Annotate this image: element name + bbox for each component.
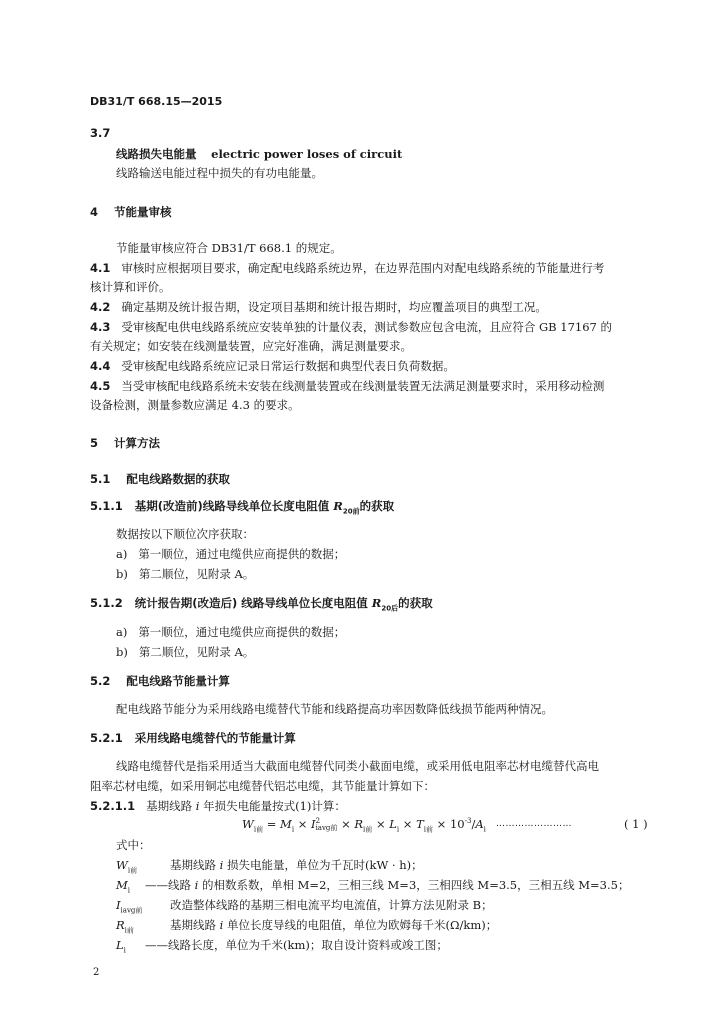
- list-text: 第二顺位，见附录 A。: [138, 567, 255, 581]
- list-marker: a): [116, 625, 128, 639]
- variable-description: [170, 918, 497, 932]
- formula-sub: i前: [423, 825, 434, 834]
- clause-4-2: [90, 300, 547, 314]
- section-number-3-7: 3.7: [90, 126, 111, 140]
- formula-i: I: [311, 817, 316, 831]
- list-text: 第二顺位，见附录 A。: [138, 645, 255, 659]
- clause-text: 受审核配电供电线路系统应安装单独的计量仪表，测试参数应包含电流，且应符合 GB 17167 的: [121, 320, 613, 334]
- equation-number: ( 1 ): [624, 817, 648, 831]
- var-symbol: M: [116, 878, 128, 892]
- section-title-5-1: 配电线路数据的获取: [126, 472, 230, 486]
- section-5-2-1-text-cont: 阻率芯材电缆，如采用铜芯电缆替代铝芯电缆，其节能量计算如下：: [90, 779, 435, 793]
- formula-op: ×: [294, 817, 312, 831]
- formula-sub: i: [396, 825, 400, 834]
- clause-text: 受审核配电线路系统应记录日常运行数据和典型代表日负荷数据。: [121, 359, 455, 373]
- formula-t: T: [416, 817, 424, 831]
- section-title-5: 计算方法: [114, 436, 161, 450]
- section-number-4: 4: [90, 205, 99, 219]
- var-desc: 线路长度，单位为千米(km)；取自设计资料或竣工图；: [168, 938, 448, 952]
- list-marker: b): [116, 645, 128, 659]
- section-title-4: 节能量审核: [114, 205, 172, 219]
- list-item: [116, 547, 345, 561]
- list-marker: a): [116, 547, 128, 561]
- section-number-5-2-1: 5.2.1: [90, 731, 123, 745]
- clause-text: 当受审核配电线路系统未安装在线测量装置或在线测量装置无法满足测量要求时，采用移动检测: [121, 379, 605, 393]
- clause-number: 5.2.1.1: [90, 799, 136, 813]
- formula-1: [242, 817, 486, 832]
- formula-sub: i: [483, 825, 486, 834]
- clause-number: 4.4: [90, 359, 111, 373]
- clause-4-1-cont: 核计算和评价。: [90, 280, 171, 294]
- var-subscript: i: [127, 886, 131, 895]
- section-4-intro: 节能量审核应符合 DB31/T 668.1 的规定。: [116, 241, 342, 255]
- var-desc: 的相数系数，单相 M=2，三相三线 M=3，三相四线 M=3.5，三相五线 M=3.5；: [198, 878, 630, 892]
- clause-number: 4.1: [90, 261, 111, 275]
- variable-i: i: [195, 799, 200, 813]
- formula-sub: iavg前: [315, 824, 338, 832]
- formula-op: ×: [399, 817, 417, 831]
- formula-sub: i前: [363, 825, 373, 834]
- section-title-5-2-1: 采用线路电缆替代的节能量计算: [134, 731, 296, 745]
- var-symbol: L: [116, 938, 124, 952]
- term-definition: 线路输送电能过程中损失的有功电能量。: [116, 166, 323, 180]
- formula-sub: i: [291, 825, 295, 834]
- var-desc: 线路: [168, 878, 195, 892]
- list-text: 第一顺位，通过电缆供应商提供的数据；: [138, 625, 346, 639]
- clause-4-4: [90, 359, 455, 373]
- heading-text: 基期(改造前)线路导线单位长度电阻值: [134, 499, 334, 513]
- formula-r: R: [354, 817, 364, 831]
- var-subscript: iavg前: [120, 906, 143, 915]
- document-id: DB31/T 668.15—2015: [90, 95, 223, 108]
- var-symbol: W: [116, 858, 128, 872]
- section-number-5-1-1: 5.1.1: [90, 499, 123, 513]
- section-number-5-2: 5.2: [90, 674, 111, 688]
- clause-text: 确定基期及统计报告期，设定项目基期和统计报告期时，均应覆盖项目的典型工况。: [121, 300, 547, 314]
- formula-w: W: [242, 817, 254, 831]
- variable-definition: [116, 918, 134, 935]
- section-5-1-1-heading: [90, 499, 395, 516]
- symbol-r: R: [371, 596, 382, 610]
- var-desc: 基期线路: [170, 918, 220, 932]
- var-desc-italic: i: [219, 918, 224, 932]
- section-number-5-1: 5.1: [90, 472, 111, 486]
- var-desc-italic: i: [194, 878, 199, 892]
- formula-l: L: [389, 817, 397, 831]
- clause-4-5-cont: 设备检测，测量参数应满足 4.3 的要求。: [90, 398, 300, 412]
- variable-definition: [116, 898, 143, 915]
- var-desc: 改造整体线路的基期三相电流平均电流值，计算方法见附录 B；: [170, 898, 493, 912]
- formula-leader-dots: ……………………: [496, 819, 572, 829]
- section-5-2-1-heading: [90, 731, 296, 745]
- heading-text: 的获取: [359, 499, 395, 513]
- where-label: 式中：: [116, 838, 151, 852]
- formula-sup: -3: [464, 817, 472, 826]
- section-4-heading: [90, 205, 172, 219]
- section-5-1-2-heading: [90, 596, 433, 613]
- var-subscript: i前: [127, 866, 138, 875]
- formula-op: ×: [337, 817, 355, 831]
- clause-4-5: [90, 379, 604, 393]
- variable-definition: [116, 878, 131, 895]
- var-desc: 基期线路: [170, 858, 220, 872]
- term-chinese: 线路损失电能量: [116, 147, 197, 161]
- formula-sup: 2: [315, 817, 321, 825]
- variable-definition: [116, 938, 126, 955]
- heading-text: 统计报告期(改造后) 线路导线单位长度电阻值: [134, 596, 372, 610]
- section-5-1-heading: [90, 472, 230, 486]
- variable-description: [170, 858, 423, 872]
- clause-number: 4.5: [90, 379, 111, 393]
- formula-a: A: [475, 817, 484, 831]
- section-number-5-1-2: 5.1.2: [90, 596, 123, 610]
- section-5-2-heading: [90, 674, 230, 688]
- clause-4-1: [90, 261, 604, 275]
- list-text: 第一顺位，通过电缆供应商提供的数据；: [138, 547, 346, 561]
- section-number-5: 5: [90, 436, 99, 450]
- list-marker: b): [116, 567, 128, 581]
- var-desc: 损失电能量，单位为千瓦时(kW · h)；: [223, 858, 423, 872]
- page-number: 2: [93, 967, 100, 978]
- term-heading: [116, 147, 402, 161]
- var-symbol: I: [116, 898, 121, 912]
- symbol-subscript: 20后: [381, 604, 399, 613]
- section-5-heading: [90, 436, 160, 450]
- clause-text: 年损失电能量按式(1)计算：: [199, 799, 346, 813]
- formula-op: =: [263, 817, 281, 831]
- formula-sub: i前: [253, 825, 264, 834]
- var-desc: 单位长度导线的电阻值，单位为欧姆每千米(Ω/km)；: [223, 918, 498, 932]
- clause-4-3: [90, 320, 612, 334]
- symbol-r: R: [333, 499, 343, 513]
- symbol-subscript: 20前: [342, 507, 360, 516]
- formula-op: ×: [372, 817, 390, 831]
- variable-definition: [116, 858, 138, 875]
- section-title-5-2: 配电线路节能量计算: [126, 674, 230, 688]
- formula-m: M: [280, 817, 292, 831]
- var-symbol: R: [116, 918, 125, 932]
- term-english: electric power loses of circuit: [211, 147, 403, 161]
- acquisition-intro: 数据按以下顺位次序获取：: [116, 527, 254, 541]
- variable-description: [170, 898, 493, 912]
- var-subscript: i前: [124, 926, 134, 935]
- list-item: [116, 645, 254, 659]
- variable-description: [145, 938, 448, 952]
- clause-5-2-1-1: [90, 799, 346, 813]
- heading-text: 的获取: [398, 596, 433, 610]
- var-desc-italic: i: [219, 858, 224, 872]
- var-separator: ——: [145, 878, 168, 892]
- formula-op: /: [471, 817, 476, 831]
- var-subscript: i: [123, 946, 126, 955]
- variable-description: [145, 878, 629, 892]
- list-item: [116, 625, 345, 639]
- clause-4-3-cont: 有关规定；如安装在线测量装置，应完好准确，满足测量要求。: [90, 339, 412, 353]
- section-5-2-1-text: 线路电缆替代是指采用适当大截面电缆替代同类小截面电缆，或采用低电阻率芯材电缆替代高电: [116, 759, 599, 773]
- clause-text: 基期线路: [146, 799, 196, 813]
- list-item: [116, 567, 254, 581]
- formula-op: × 10: [433, 817, 465, 831]
- clause-text: 审核时应根据项目要求，确定配电线路系统边界，在边界范围内对配电线路系统的节能量进行考: [121, 261, 605, 275]
- section-5-2-text: 配电线路节能分为采用线路电缆替代节能和线路提高功率因数降低线损节能两种情况。: [116, 702, 553, 716]
- var-separator: ——: [145, 938, 168, 952]
- clause-number: 4.2: [90, 300, 111, 314]
- clause-number: 4.3: [90, 320, 111, 334]
